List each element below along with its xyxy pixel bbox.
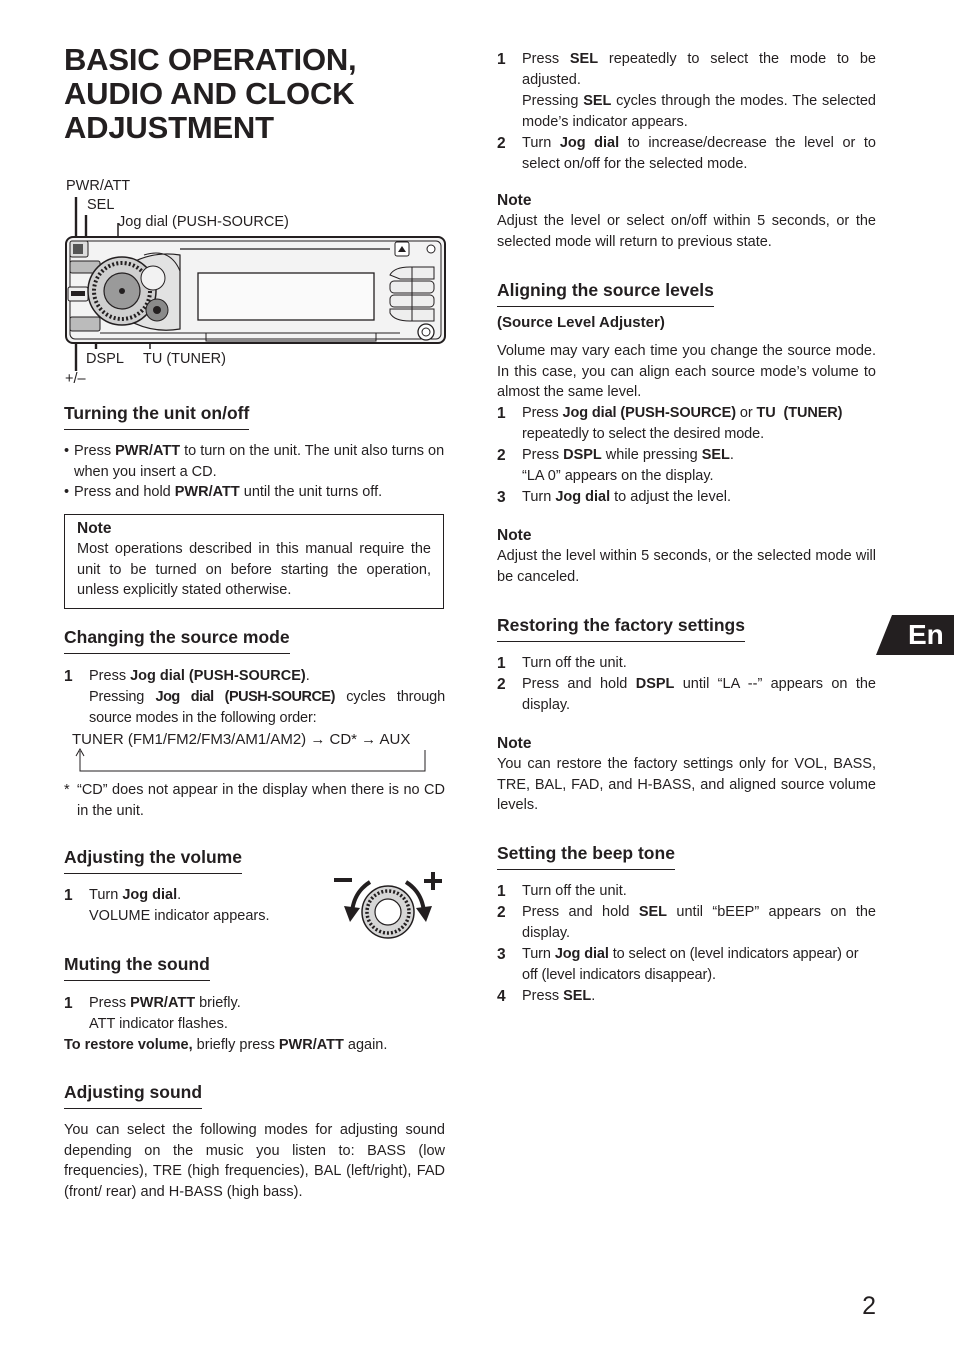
note-heading: Note — [497, 527, 532, 544]
section-factory-settings — [497, 615, 745, 642]
page-title: BASIC OPERATION, AUDIO AND CLOCK ADJUSTMENT — [64, 42, 357, 145]
section-align-levels — [497, 280, 714, 307]
head-unit-diagram — [60, 175, 460, 390]
label-sel: SEL — [87, 197, 115, 213]
section-source-mode — [64, 627, 290, 654]
heading-source-mode: Changing the source mode — [64, 627, 290, 654]
align-note — [497, 525, 876, 587]
step-number: 3 — [497, 946, 506, 963]
restore-volume-text: To restore volume, briefly press PWR/ATT again. — [64, 1037, 388, 1053]
step-number: 2 — [497, 447, 506, 464]
heading-turning-on-off: Turning the unit on/off — [64, 403, 249, 430]
sound-note — [497, 190, 876, 252]
step-number: 1 — [64, 668, 73, 685]
return-arrow-icon — [75, 748, 431, 774]
step-number: 1 — [497, 883, 506, 900]
step-number: 4 — [497, 988, 506, 1005]
step-number: 1 — [64, 887, 73, 904]
heading-volume: Adjusting the volume — [64, 847, 242, 874]
heading-mute: Muting the sound — [64, 954, 210, 981]
step-number: 1 — [64, 995, 73, 1012]
head-unit-drawing — [60, 175, 460, 390]
bullet-item: • Press PWR/ATT to turn on the unit. The unit also turns on when you insert a CD. — [64, 443, 445, 480]
note-heading: Note — [497, 735, 532, 752]
section-turning-on-off — [64, 403, 444, 430]
note-text: Adjust the level within 5 seconds, or the selected mode will be canceled. — [497, 548, 876, 585]
section-volume — [64, 847, 242, 874]
section-mute — [64, 954, 210, 981]
factory-steps: 1 Turn off the unit. 2 Press and hold DSPL until “LA --” appears on the display. — [497, 655, 876, 713]
align-intro: Volume may vary each time you change the source mode. In this case, you can align each source mode’s volume to almost the same level. — [497, 343, 876, 400]
step-number: 2 — [497, 135, 506, 152]
sound-steps: 1 Press SEL repeatedly to select the mode to be adjusted. Pressing SEL cycles through the modes. The selected mode’s indicator appears. 2 Turn Jog dial to increase/decrease the level or to select on/off for the selected mode. — [497, 51, 876, 172]
label-tu-tuner: TU (TUNER) — [143, 351, 226, 367]
heading-factory-settings: Restoring the factory settings — [497, 615, 745, 642]
turning-bullets — [64, 441, 445, 503]
note-text: You can restore the factory settings only for VOL, BASS, TRE, BAL, FAD, and H-BASS, and aligned source volume levels. — [497, 756, 876, 813]
heading-adjusting-sound: Adjusting sound — [64, 1082, 202, 1109]
source-cycle-flow: TUNER (FM1/FM2/FM3/AM1/AM2) → CD* → AUX — [72, 731, 411, 748]
note-heading: Note — [77, 520, 112, 537]
jog-dial-rotate-icon — [330, 868, 446, 944]
label-plus-minus: +/– — [65, 371, 86, 387]
beep-steps: 1 Turn off the unit. 2 Press and hold SEL until “bEEP” appears on the display. 3 Turn Jog dial to select on (level indicators appear) or off (level indicators disappear). 4 Press SEL. — [497, 883, 876, 1005]
adjusting-sound-text: You can select the following modes for adjusting sound depending on the music you listen to: BASS (low frequencies), TRE (high frequencies), BAL (left/right), FAD (front/ rear) and H-BASS (high bass). — [64, 1122, 445, 1200]
note-heading: Note — [497, 192, 532, 209]
section-adjusting-sound — [64, 1082, 202, 1109]
heading-beep-tone: Setting the beep tone — [497, 843, 675, 870]
align-steps: 1 Press Jog dial (PUSH-SOURCE) or TU (TUNER) repeatedly to select the desired mode. 2 Press DSPL while pressing SEL. “LA 0” appears on the display. 3 Turn Jog dial to adjust the level. — [497, 405, 843, 506]
mute-step-1: 1 Press PWR/ATT briefly. ATT indicator flashes. To restore volume, briefly press PWR/ATT again. — [64, 993, 445, 1056]
subheading-source-level-adjuster: (Source Level Adjuster) — [497, 314, 665, 331]
label-pwr-att: PWR/ATT — [66, 178, 131, 194]
step-number: 1 — [497, 405, 506, 422]
section-beep-tone — [497, 843, 675, 870]
step-number: 1 — [497, 655, 506, 672]
language-tab-label: En — [908, 619, 944, 650]
heading-align-levels: Aligning the source levels — [497, 280, 714, 307]
factory-note — [497, 733, 876, 816]
step-number: 2 — [497, 676, 506, 693]
note-text: Adjust the level or select on/off within 5 seconds, or the selected mode will return to previous state. — [497, 213, 876, 250]
note-text: Most operations described in this manual require the unit to be turned on before starting the operation, unless explicitly stated otherwise. — [77, 541, 431, 598]
label-jog-dial: Jog dial (PUSH-SOURCE) — [118, 214, 289, 230]
note-box — [64, 514, 444, 609]
step-number: 1 — [497, 51, 506, 68]
step-number: 3 — [497, 489, 506, 506]
label-dspl: DSPL — [86, 351, 124, 367]
step-number: 2 — [497, 904, 506, 921]
source-step-1: 1 Press Jog dial (PUSH-SOURCE). Pressing Jog dial (PUSH-SOURCE) cycles through source modes in the following order: — [64, 668, 445, 726]
volume-step-1: 1 Turn Jog dial. VOLUME indicator appears. — [64, 887, 270, 924]
source-footnote: * “CD” does not appear in the display when there is no CD in the unit. — [64, 782, 445, 819]
bullet-item: • Press and hold PWR/ATT until the unit turns off. — [64, 484, 383, 500]
language-tab — [876, 615, 954, 655]
page-number: 2 — [862, 1292, 876, 1320]
